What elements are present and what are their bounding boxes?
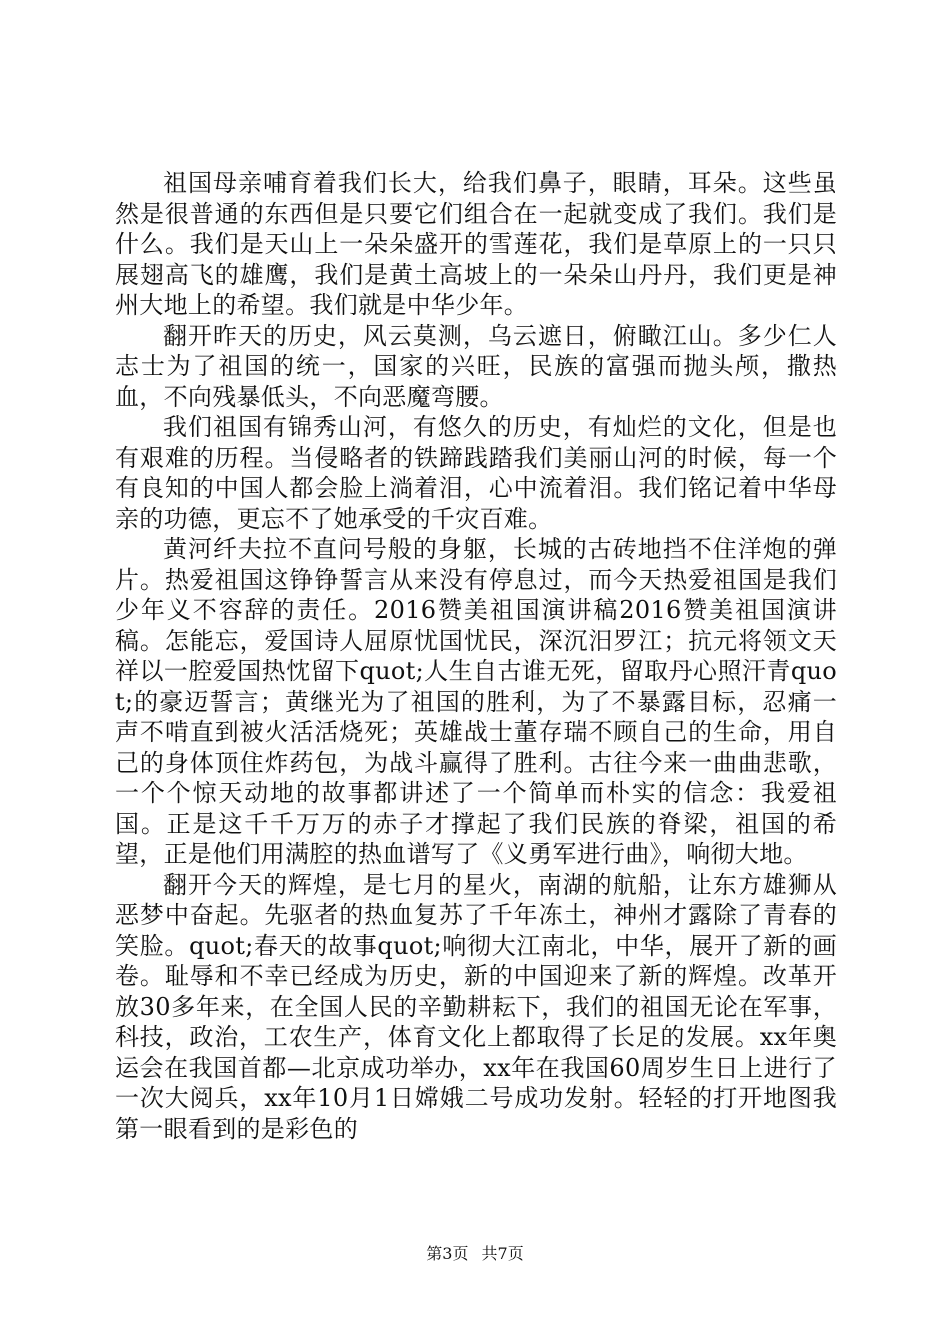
paragraph: 黄河纤夫拉不直问号般的身躯，长城的古砖地挡不住洋炮的弹片。热爱祖国这铮铮誓言从来没有停息过，而今天热爱祖国是我们少年义不容辞的责任。2016赞美祖国演讲稿2016赞美祖国演讲稿。怎能忘，爱国诗人屈原忧国忧民，深沉汨罗江；抗元将领文天祥以一腔爱国热忱留下quot;人生自古谁无死，留取丹心照汗青quot;的豪迈誓言；黄继光为了祖国的胜利，为了不暴露目标，忍痛一声不啃直到被火活活烧死；英雄战士董存瑞不顾自己的生命，用自己的身体顶住炸药包，为战斗赢得了胜利。古往今来一曲曲悲歌，一个个惊天动地的故事都讲述了一个简单而朴实的信念：我爱祖国。正是这千千万万的赤子才撑起了我们民族的脊梁，祖国的希望，正是他们用满腔的热血谱写了《义勇军进行曲》，响彻大地。 (115, 535, 837, 868)
paragraph: 我们祖国有锦秀山河，有悠久的历史，有灿烂的文化，但是也有艰难的历程。当侵略者的铁蹄践踏我们美丽山河的时候，每一个有良知的中国人都会脸上淌着泪，心中流着泪。我们铭记着中华母亲的功德，更忘不了她承受的千灾百难。 (115, 413, 837, 533)
page-number: 第3页 (426, 1244, 469, 1263)
paragraph: 祖国母亲哺育着我们长大，给我们鼻子，眼睛，耳朵。这些虽然是很普通的东西但是只要它们组合在一起就变成了我们。我们是什么。我们是天山上一朵朵盛开的雪莲花，我们是草原上的一只只展翅高飞的雄鹰，我们是黄土高坡上的一朵朵山丹丹，我们更是神州大地上的希望。我们就是中华少年。 (115, 169, 837, 319)
body-text (115, 168, 837, 1144)
paragraph: 翻开今天的辉煌，是七月的星火，南湖的航船，让东方雄狮从恶梦中奋起。先驱者的热血复苏了千年冻土，神州才露除了青春的笑脸。quot;春天的故事quot;响彻大江南北，中华，展开了新的画卷。耻辱和不幸已经成为历史，新的中国迎来了新的辉煌。改革开放30多年来，在全国人民的辛勤耕耘下，我们的祖国无论在军事，科技，政治，工农生产，体育文化上都取得了长足的发展。xx年奥运会在我国首都—北京成功举办，xx年在我国60周岁生日上进行了一次大阅兵，xx年10月1日嫦娥二号成功发射。轻轻的打开地图我第一眼看到的是彩色的 (115, 870, 837, 1143)
paragraph: 翻开昨天的历史，风云莫测，乌云遮日，俯瞰江山。多少仁人志士为了祖国的统一，国家的兴旺，民族的富强而抛头颅，撒热血，不向残暴低头，不向恶魔弯腰。 (115, 321, 837, 411)
page-total: 共7页 (481, 1244, 524, 1263)
page-footer (0, 1244, 950, 1264)
